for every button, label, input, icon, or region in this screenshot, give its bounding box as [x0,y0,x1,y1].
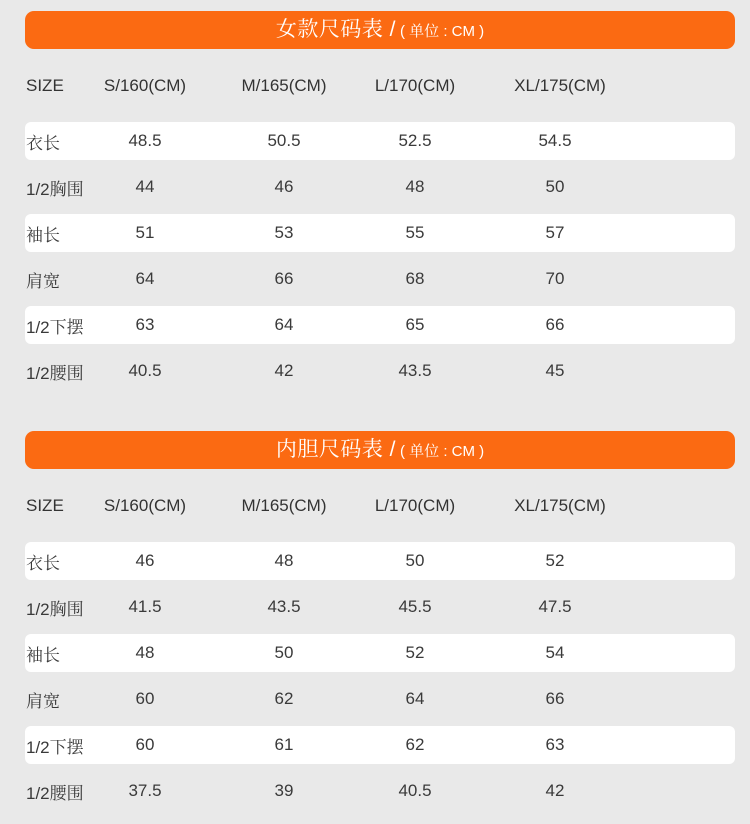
cell-l: 64 [405,689,425,708]
table-row [25,726,735,764]
cell-s: 37.5 [128,781,162,800]
header-size: SIZE [26,496,64,515]
header-m: M/165(CM) [241,496,327,515]
row-label: 衣长 [26,133,60,153]
table-row [25,214,735,252]
cell-s: 41.5 [128,597,162,616]
cell-s: 40.5 [128,361,162,380]
cell-m: 53 [274,223,294,242]
section-unit: ( 单位 : CM ) [400,23,485,40]
table-row [25,772,735,810]
cell-xl: 54 [545,643,565,662]
section-title: 内胆尺码表 / [275,438,396,461]
row-label: 衣长 [26,553,60,573]
cell-m: 64 [274,315,294,334]
cell-l: 62 [405,735,425,754]
cell-xl: 70 [545,269,565,288]
cell-xl: 42 [545,781,565,800]
row-label: 1/2下摆 [26,737,84,757]
header-l: L/170(CM) [374,496,456,515]
cell-m: 42 [274,361,294,380]
header-s: S/160(CM) [103,76,187,95]
table-row [25,122,735,160]
cell-xl: 57 [545,223,565,242]
cell-m: 66 [274,269,294,288]
table-row [25,542,735,580]
cell-s: 60 [135,735,155,754]
cell-xl: 63 [545,735,565,754]
cell-s: 44 [135,177,155,196]
row-label: 袖长 [26,645,60,665]
section-banner [25,431,735,469]
row-label: 1/2腰围 [26,363,84,383]
section-unit: ( 单位 : CM ) [400,443,485,460]
table-header [0,491,750,521]
cell-l: 45.5 [398,597,432,616]
header-l: L/170(CM) [374,76,456,95]
cell-xl: 52 [545,551,565,570]
cell-s: 51 [135,223,155,242]
cell-l: 50 [405,551,425,570]
table-row [25,634,735,672]
cell-l: 65 [405,315,425,334]
row-label: 1/2胸围 [26,179,84,199]
cell-s: 63 [135,315,155,334]
cell-xl: 66 [545,689,565,708]
cell-m: 61 [274,735,294,754]
cell-xl: 66 [545,315,565,334]
cell-xl: 54.5 [538,131,572,150]
cell-s: 48.5 [128,131,162,150]
cell-m: 50 [274,643,294,662]
table-row [25,260,735,298]
cell-m: 39 [274,781,294,800]
header-s: S/160(CM) [103,496,187,515]
cell-s: 46 [135,551,155,570]
table-row [25,588,735,626]
cell-l: 40.5 [398,781,432,800]
row-label: 袖长 [26,225,60,245]
cell-s: 60 [135,689,155,708]
cell-l: 52 [405,643,425,662]
header-m: M/165(CM) [241,76,327,95]
section-banner [25,11,735,49]
cell-m: 48 [274,551,294,570]
cell-m: 46 [274,177,294,196]
table-header [0,71,750,101]
row-label: 1/2胸围 [26,599,84,619]
cell-s: 64 [135,269,155,288]
table-row [25,352,735,390]
header-xl: XL/175(CM) [514,496,606,515]
cell-l: 55 [405,223,425,242]
cell-l: 52.5 [398,131,432,150]
table-row [25,306,735,344]
header-size: SIZE [26,76,64,95]
row-label: 肩宽 [26,691,60,711]
table-row [25,680,735,718]
cell-m: 50.5 [267,131,301,150]
cell-l: 48 [405,177,425,196]
cell-xl: 45 [545,361,565,380]
row-label: 1/2腰围 [26,783,84,803]
cell-l: 68 [405,269,425,288]
table-row [25,168,735,206]
cell-xl: 47.5 [538,597,572,616]
cell-m: 62 [274,689,294,708]
cell-m: 43.5 [267,597,301,616]
header-xl: XL/175(CM) [514,76,606,95]
cell-l: 43.5 [398,361,432,380]
row-label: 1/2下摆 [26,317,84,337]
section-title: 女款尺码表 / [275,18,396,41]
cell-s: 48 [135,643,155,662]
row-label: 肩宽 [26,271,60,291]
cell-xl: 50 [545,177,565,196]
